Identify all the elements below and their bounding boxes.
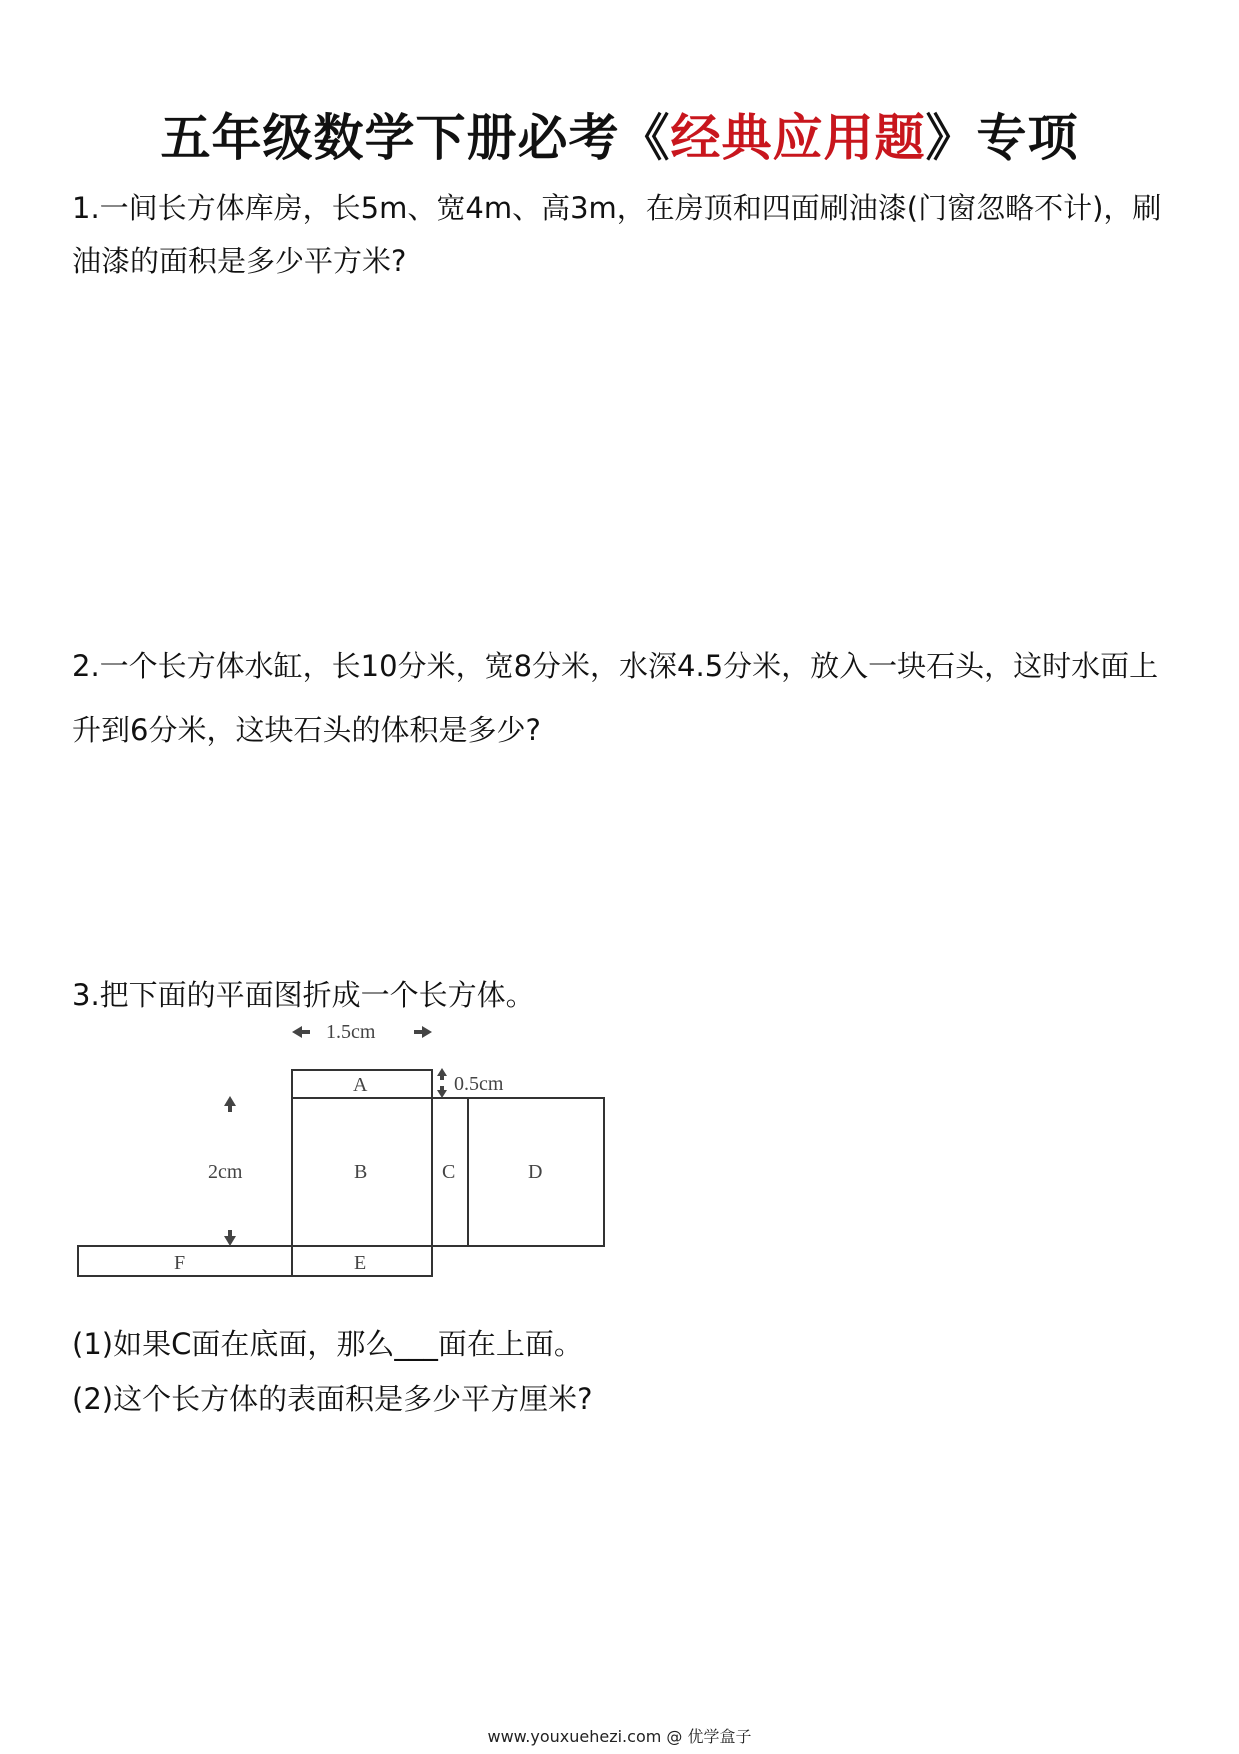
height-label: 2cm	[208, 1161, 243, 1183]
width-label: 1.5cm	[326, 1021, 376, 1043]
title-suffix: 》专项	[925, 109, 1079, 167]
title-prefix: 五年级数学下册必考《	[160, 109, 671, 167]
question-2: 2.一个长方体水缸，长10分米，宽8分米，水深4.5分米，放入一块石头，这时水面上升到6分米，这块石头的体积是多少?	[72, 649, 1159, 747]
sub-question-1: (1)如果C面在底面，那么___面在上面。	[72, 1327, 583, 1361]
width-arrow-left-icon	[292, 1026, 310, 1038]
face-c-label: C	[442, 1161, 456, 1183]
height-arrow-down-icon	[224, 1230, 236, 1246]
page-title	[0, 98, 1239, 170]
face-d-label: D	[528, 1161, 543, 1183]
face-b-label: B	[354, 1161, 368, 1183]
cuboid-net-diagram	[70, 1020, 630, 1290]
thickness-arrow-down-icon	[437, 1086, 447, 1098]
face-a-label: A	[353, 1074, 368, 1096]
question-3: 3.把下面的平面图折成一个长方体。	[72, 978, 535, 1012]
footer-source: www.youxuehezi.com @ 优学盒子	[487, 1727, 752, 1746]
question-1: 1.一间长方体库房，长5m、宽4m、高3m，在房顶和四面刷油漆(门窗忽略不计)，刷油漆的面积是多少平方米?	[72, 191, 1162, 278]
face-e-label: E	[354, 1252, 367, 1274]
sub-question-2: (2)这个长方体的表面积是多少平方厘米?	[72, 1382, 593, 1416]
title-highlight: 经典应用题	[670, 109, 926, 167]
thickness-label: 0.5cm	[454, 1073, 504, 1095]
height-arrow-up-icon	[224, 1096, 236, 1112]
thickness-arrow-up-icon	[437, 1068, 447, 1080]
width-arrow-right-icon	[414, 1026, 432, 1038]
face-f-label: F	[174, 1252, 186, 1274]
